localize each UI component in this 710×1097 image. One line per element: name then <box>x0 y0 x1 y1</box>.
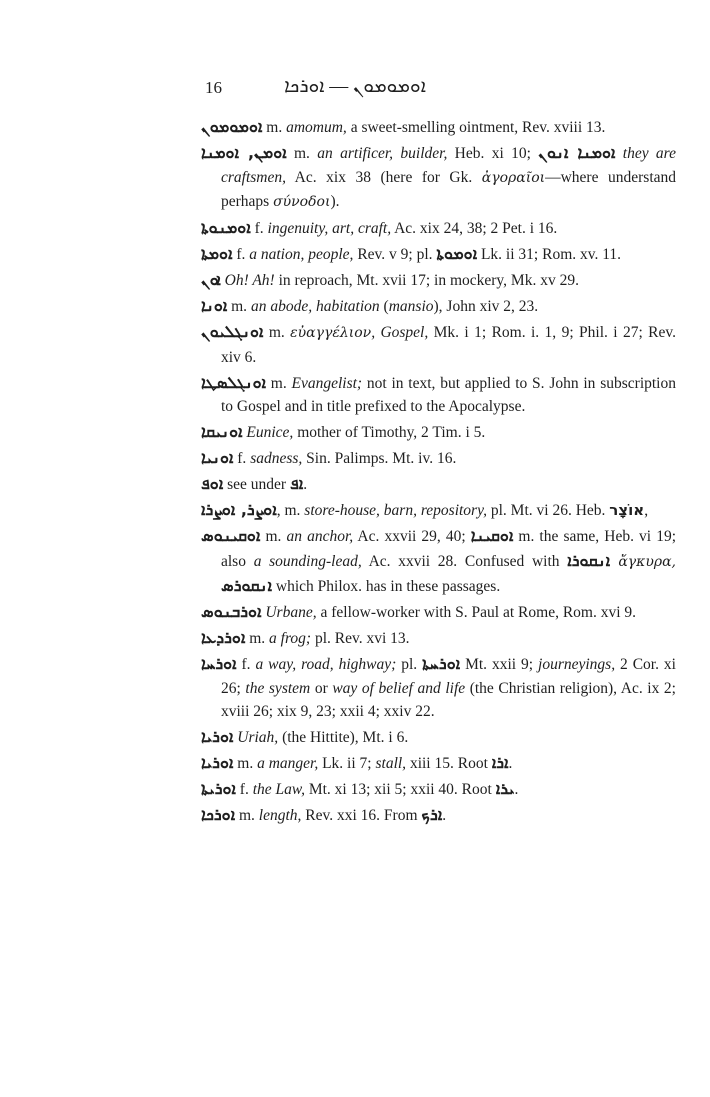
entry-artificer: ܐܘܡܢ, ܐܘܡܢܐ m. an artificer, builder, Heb. xi 10; ܐܘܡܢܐ ܐܢܘܢ they are craftsmen, Ac. xix 38 (here for Gk. ἀγοραῖοι—where understand perhaps σύνοδοι). <box>201 143 677 210</box>
entry-evangelist: ܐܘܢܓܠܣܛܐ m. Evangelist; not in text, but applied to S. John in subscription to Gospel and in title prefixed to the Apocalypse. <box>201 372 676 415</box>
entry-uriah: ܐܘܪܝܐ Uriah, (the Hittite), Mt. i 6. <box>201 727 409 746</box>
entry-sadness: ܐܘܢܝܐ f. sadness, Sin. Palimps. Mt. iv. 16. <box>201 448 457 467</box>
entry-law: ܐܘܪܝܬܐ f. the Law, Mt. xi 13; xii 5; xxii 40. Root ܝܪܐ. <box>201 779 519 798</box>
entry-gospel: ܐܘܢܓܠܝܘܢ m. εὐαγγέλιον, Gospel, Mk. i 1; Rom. i. 1, 9; Phil. i 27; Rev. xiv 6. <box>201 322 676 366</box>
entry-nation: ܐܘܡܬܐ f. a nation, people, Rev. v 9; pl. ܐܘܡܘܬܐ Lk. ii 31; Rom. xv. 11. <box>201 244 622 263</box>
entry-see-under: ܐܘܦ see under ܐܦ. <box>201 474 308 493</box>
entry-manger: ܐܘܪܝܐ m. a manger, Lk. ii 7; stall, xiii 15. Root ܐܪܐ. <box>201 753 513 772</box>
entry-abode: ܐܘܢܐ m. an abode, habitation (mansio), John xiv 2, 23. <box>201 296 539 315</box>
entry-amomum: ܐܘܡܘܡܘܢ m. amomum, a sweet-smelling ointment, Rev. xviii 13. <box>201 117 606 136</box>
page-header <box>205 78 505 104</box>
entries-list <box>201 115 676 829</box>
running-head: ܐܘܡܘܡܘܢ — ܐܘܪܟܐ <box>284 76 426 97</box>
page-number: 16 <box>205 78 222 97</box>
entry-ingenuity: ܐܘܡܢܘܬܐ f. ingenuity, art, craft, Ac. xix 24, 38; 2 Pet. i 16. <box>201 218 558 237</box>
entry-store-house: ܐܘܨܪ, ܐܘܨܪܐ, m. store-house, barn, repository, pl. Mt. vi 26. Heb. אוֹצָר, <box>201 500 649 519</box>
entry-anchor: ܐܘܩܝܢܘܣ m. an anchor, Ac. xxvii 29, 40; ܐܘܩܝܢܐ m. the same, Heb. vi 19; also a sounding-lead, Ac. xxvii 28. Confused with ܐܢܩܘܪܐ ἄγκυρα, ܐܢܩܘܪܣ which Philox. has in these passages. <box>201 526 677 595</box>
entry-eunice: ܐܘܢܝܩܐ Eunice, mother of Timothy, 2 Tim. i 5. <box>201 422 486 441</box>
entry-oh-ah: ܐܘܢ Oh! Ah! in reproach, Mt. xvii 17; in mockery, Mk. xv 29. <box>201 270 579 289</box>
entry-frog: ܐܘܪܕܥܐ m. a frog; pl. Rev. xvi 13. <box>201 628 410 647</box>
entry-urbane: ܐܘܪܒܢܘܣ Urbane, a fellow-worker with S. Paul at Rome, Rom. xvi 9. <box>201 602 637 621</box>
entry-length: ܐܘܪܟܐ m. length, Rev. xxi 16. From ܐܪܟ. <box>201 805 447 824</box>
entry-way: ܐܘܪܚܐ f. a way, road, highway; pl. ܐܘܪܚܬܐ Mt. xxii 9; journeyings, 2 Cor. xi 26; the system or way of belief and life (the Christian religion), Ac. ix 2; xviii 26; xix 9, 23; xxii 4; xxiv 22. <box>201 654 676 720</box>
